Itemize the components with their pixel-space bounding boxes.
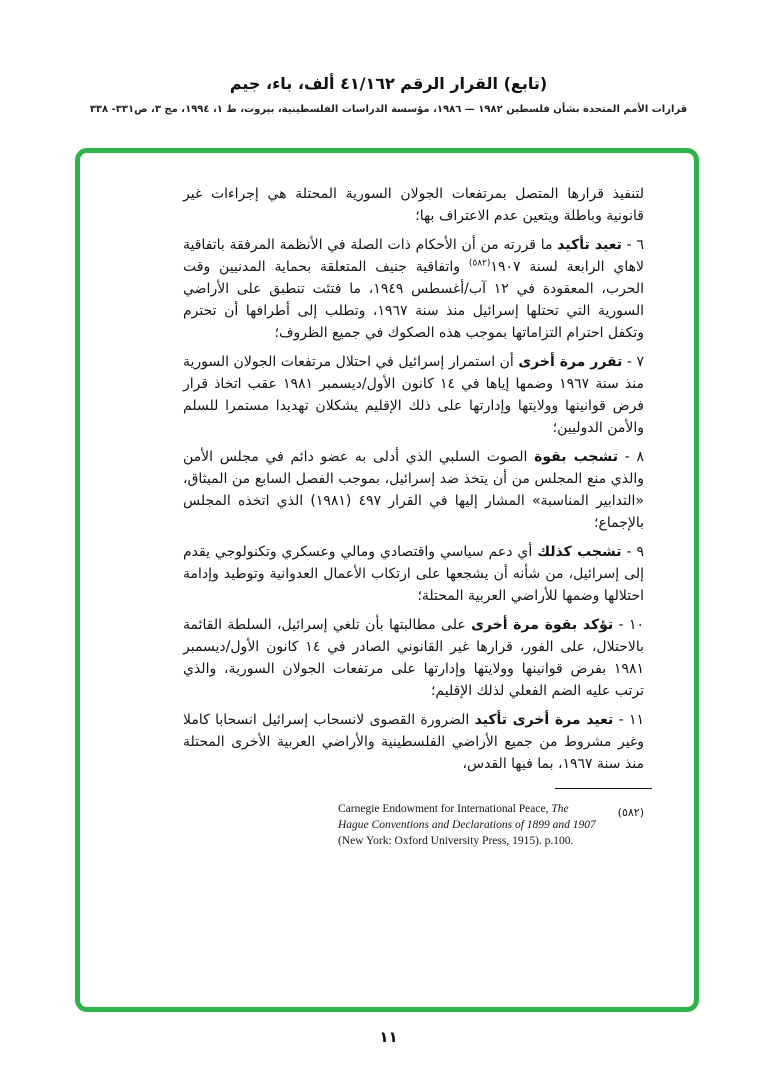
paragraph-number: ٦ - bbox=[626, 237, 644, 253]
paragraph-10 bbox=[183, 614, 644, 702]
footnote-separator bbox=[555, 788, 652, 789]
paragraph-lead: تشجب بقوة bbox=[534, 449, 619, 465]
paragraph-6 bbox=[183, 234, 644, 344]
paragraph-number: ٨ - bbox=[624, 449, 644, 465]
source-citation: قرارات الأمم المتحدة بشأن فلسطين ١٩٨٢ — ١٩٨٦، مؤسسة الدراسات الفلسطينية، بيروت، ط ١، ١٩٩٤، مج ٣، ص٣٣١- ٣٣٨ bbox=[89, 104, 688, 115]
footnote-text bbox=[338, 801, 602, 849]
footnote-block bbox=[183, 801, 644, 871]
paragraph-11 bbox=[183, 709, 644, 775]
page-number: ١١ bbox=[379, 1028, 398, 1046]
footnote-text-italic: The Hague Conventions and Declarations of 1899 and 1907 bbox=[338, 803, 596, 831]
footnote-text-normal: (New York: Oxford University Press, 1915). p.100. bbox=[338, 835, 574, 847]
page-header bbox=[0, 74, 777, 115]
footnote-text-normal: Carnegie Endowment for International Peace, bbox=[338, 803, 552, 815]
footnote-marker: (٥٨٢) bbox=[617, 806, 644, 819]
paragraph-number: ١٠ - bbox=[618, 617, 644, 633]
paragraph-text: الصوت السلبي الذي أدلى به عضو دائم في مجلس الأمن والذي منع المجلس من أن يتخذ ضد إسرائيل، بموجب الفصل السابع من الميثاق، «التدابير المناسبة» المشار إليها في القرار ٤٩٧ (١٩٨١) الذي اتخذه المجلس بالإجماع؛ bbox=[183, 449, 644, 531]
paragraph-lead: تعيد تأكيد bbox=[557, 237, 622, 253]
paragraph-text: أي دعم سياسي واقتصادي ومالي وعسكري وتكنولوجي يقدم إلى إسرائيل، من شأنه أن يشجعها على ارتكاب الأعمال العدوانية وتوطيد وإدامة احتلالها وضمها للأراضي العربية المحتلة؛ bbox=[183, 544, 644, 604]
resolution-title: (تابع) القرار الرقم ٤١/١٦٢ ألف، باء، جيم bbox=[229, 74, 548, 93]
paragraph-continuation bbox=[183, 183, 644, 227]
paragraph-text: الضرورة القصوى لانسحاب إسرائيل انسحابا كاملا وغير مشروط من جميع الأراضي الفلسطينية والأراضي العربية الأخرى المحتلة منذ سنة ١٩٦٧، بما فيها القدس، bbox=[183, 712, 644, 772]
paragraph-text: على مطالبتها بأن تلغي إسرائيل، السلطة القائمة بالاحتلال، على الفور، قرارها غير القانوني الصادر في ١٤ كانون الأول/ديسمبر ١٩٨١ بفرض قوانينها وولايتها وإدارتها على مرتفعات الجولان السورية، والذي ترتب عليه الضم الفعلي لذلك الإقليم؛ bbox=[183, 617, 644, 699]
paragraph-lead: تؤكد بقوة مرة أخرى bbox=[471, 617, 614, 633]
paragraph-7 bbox=[183, 351, 644, 439]
paragraph-8 bbox=[183, 446, 644, 534]
paragraph-text: ما قررته من أن الأحكام ذات الصلة في الأنظمة المرفقة باتفاقية لاهاي الرابعة لسنة ١٩٠٧ bbox=[183, 237, 644, 275]
paragraph-text: واتفاقية جنيف المتعلقة بحماية المدنيين وقت الحرب، المعقودة في ١٢ آب/أغسطس ١٩٤٩، ما فتئت تنطبق على الأراضي السورية التي تحتلها إسرائيل منذ سنة ١٩٦٧، وتطلب إلى أطرافها أن تحترم وتكفل احترام التزاماتها بموجب هذه الصكوك في جميع الظروف؛ bbox=[183, 259, 644, 341]
highlight-border-box bbox=[75, 148, 699, 1012]
resolution-text bbox=[183, 183, 644, 989]
paragraph-9 bbox=[183, 541, 644, 607]
paragraph-number: ٩ - bbox=[626, 544, 645, 560]
paragraph-lead: تقرر مرة أخرى bbox=[518, 354, 623, 370]
paragraph-text: لتنفيذ قرارها المتصل بمرتفعات الجولان السورية المحتلة هي إجراءات غير قانونية وباطلة ويتعين عدم الاعتراف بها؛ bbox=[183, 186, 644, 224]
paragraph-text: أن استمرار إسرائيل في احتلال مرتفعات الجولان السورية منذ سنة ١٩٦٧ وضمها إياها في ١٤ كانون الأول/ديسمبر ١٩٨١ عقب اتخاذ قرار فرض قوانينها وولايتها وإدارتها على ذلك الإقليم يشكلان تهديدا مستمرا للسلم والأمن الدوليين؛ bbox=[183, 354, 644, 436]
paragraph-number: ٧ - bbox=[626, 354, 644, 370]
paragraph-lead: تشجب كذلك bbox=[537, 544, 622, 560]
paragraph-number: ١١ - bbox=[618, 712, 644, 728]
paragraph-lead: تعيد مرة أخرى تأكيد bbox=[474, 712, 614, 728]
footnote-reference: (٥٨٢) bbox=[468, 258, 491, 269]
